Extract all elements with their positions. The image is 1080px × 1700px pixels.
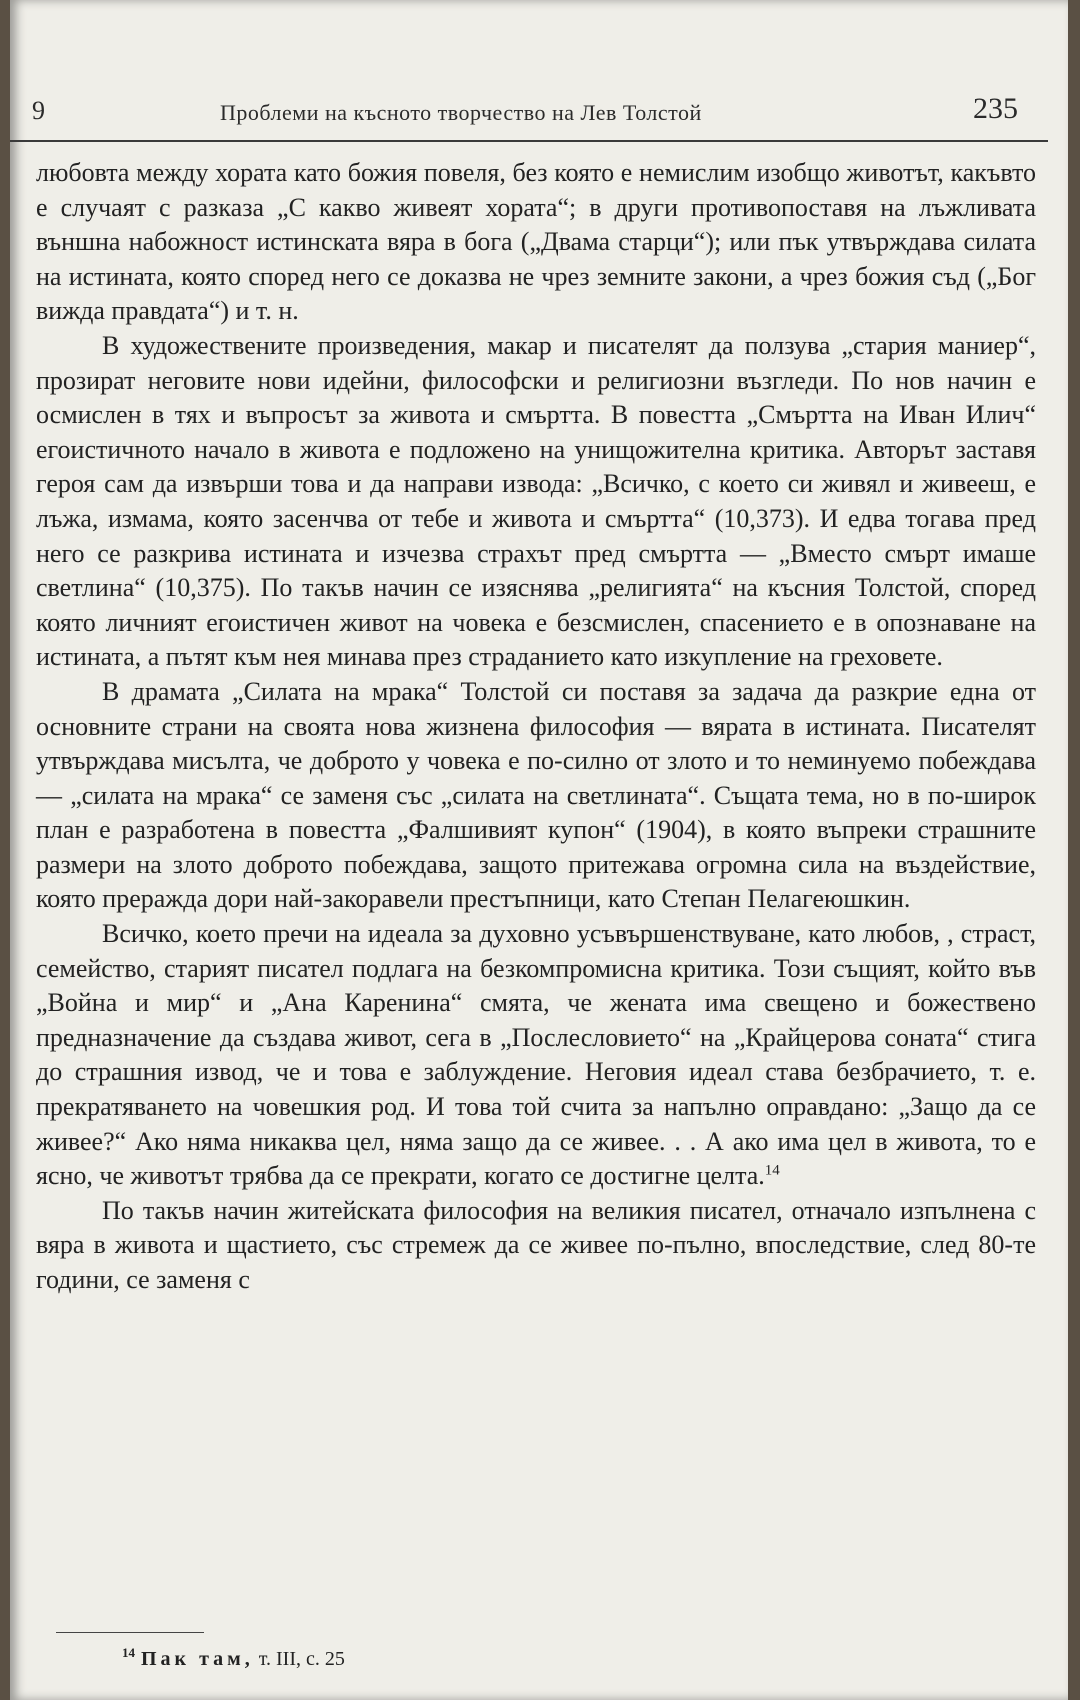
header-title: Проблеми на късното творчество на Лев Толстой <box>220 100 702 125</box>
body-text <box>36 156 1036 1298</box>
paragraph: По такъв начин житейската философия на великия писател, отначало изпълнена с вяра в живота и щастието, със стремеж да се живее по-пълно, впоследствие, след 80-те години, се заменя с <box>36 1195 1036 1294</box>
header-rule <box>10 140 1048 142</box>
paragraph-text: Всичко, което пречи на идеала за духовно усъвършенствуване, като любов, , страст, семейство, старият писател подлага на безкомпромисна критика. Този същият, който във „Война и мир“ и „Ана Каренина“ смята, че жената има свещено и божествено предназначение да създава живот, сега в „Послесловието“ на „Крайцерова соната“ стига до страшния извод, че и това е заблуждение. Неговия идеал става безбрачието, т. е. прекратяването на човешкия род. И това той счита за напълно оправдано: „Защо да се живее?“ Ако няма никаква цел, няма защо да се живее. . . А ако има цел в живота, то е ясно, че животът трябва да се прекрати, когато се достигне целта. <box>36 919 1036 1191</box>
paragraph <box>36 917 1036 1194</box>
page-number: 235 <box>973 92 1018 125</box>
book-page <box>10 0 1068 1700</box>
footnote <box>122 1645 345 1671</box>
footnote-ibid: Пак там, <box>141 1648 254 1670</box>
header-signature-number: 9 <box>32 96 45 125</box>
paragraph: любовта между хората като божия повеля, без която е немислим изобщо животът, какъвто е случаят с разказа „С какво живеят хората“; в други противопоставя на лъжливата външна набожност истинската вяра в бога („Двама старци“); или пък утвърждава силата на истината, която според него се доказва не чрез земните закони, а чрез божия съд („Бог вижда правдата“) и т. н. <box>36 158 1036 326</box>
footnote-rule <box>56 1632 204 1633</box>
footnote-number: 14 <box>122 1645 135 1661</box>
running-header <box>30 92 1048 132</box>
footnote-reference[interactable]: 14 <box>764 1162 780 1179</box>
paragraph: В художествените произведения, макар и писателят да ползува „стария маниер“, прозират неговите нови идейни, философски и религиозни възгледи. По нов начин е осмислен в тях и въпросът за живота и смъртта. В повестта „Смъртта на Иван Илич“ егоистичното начало в живота е подложено на унищожителна критика. Авторът заставя героя сам да извърши това и да направи извода: „Всичко, с което си живял и живееш, е лъжа, измама, която засенчва от тебе и живота и смъртта“ (10,373). И едва тогава пред него се разкрива истината и изчезва страхът пред смъртта — „Вместо смърт имаше светлина“ (10,375). По такъв начин се изяснява „религията“ на късния Толстой, според която личният егоистичен живот на човека е безсмислен, спасението е в опознаване на истината, а пътят към нея минава през страданието като изкупление на греховете. <box>36 330 1036 672</box>
paragraph: В драмата „Силата на мрака“ Толстой си поставя за задача да разкрие една от основните страни на своята нова жизнена философия — вярата в истината. Писателят утвърждава мисълта, че доброто у човека е по-силно от злото и то неминуемо побеждава — „силата на мрака“ се заменя със „силата на светлината“. Същата тема, но в по-широк план е разработена в повестта „Фалшивият купон“ (1904), в която въпреки страшните размери на злото доброто побеждава, защото притежава огромна сила на въздействие, която преражда дори най-закоравели престъпници, като Степан Пелагеюшкин. <box>36 676 1036 914</box>
footnote-source: т. III, с. 25 <box>258 1648 345 1670</box>
